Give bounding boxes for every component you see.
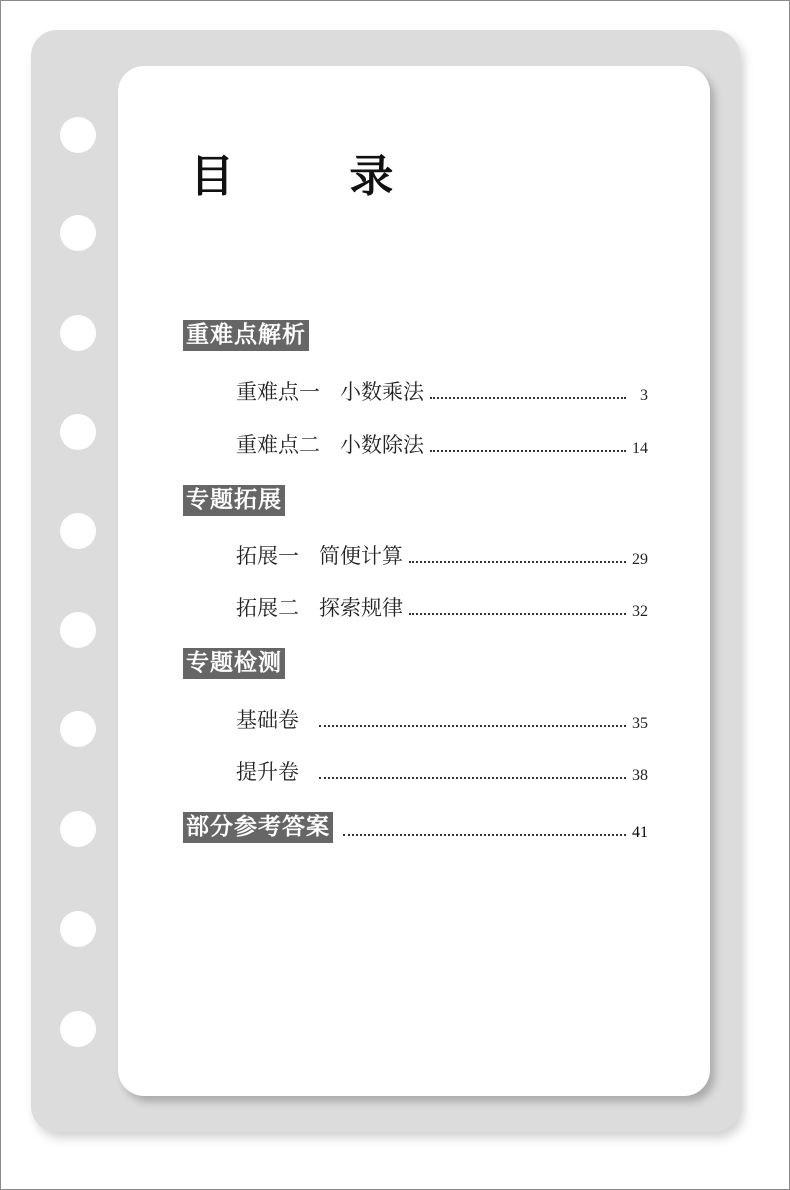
toc-entry[interactable] (236, 376, 648, 406)
toc-page-number: 35 (632, 715, 648, 732)
toc-entry[interactable] (183, 812, 648, 843)
section-heading: 重难点解析 (183, 320, 309, 351)
toc-page-number: 29 (632, 551, 648, 568)
toc-page-number: 38 (632, 767, 648, 784)
section-heading: 专题检测 (183, 648, 285, 679)
binder-hole (60, 811, 96, 847)
toc-entry-label: 重难点二 小数除法 (236, 433, 425, 457)
toc-entry[interactable] (236, 756, 648, 786)
dot-leader (343, 834, 626, 836)
toc-entry[interactable] (236, 592, 648, 622)
section-heading: 专题拓展 (183, 485, 285, 516)
toc-entry-label: 重难点一 小数乘法 (236, 380, 425, 404)
toc-entry-label: 基础卷 (236, 708, 299, 732)
binder-hole (60, 513, 96, 549)
binder-hole (60, 414, 96, 450)
toc-entry-label: 拓展一 简便计算 (236, 544, 404, 568)
binder-hole (60, 612, 96, 648)
page-title: 目 录 (190, 151, 444, 202)
dot-leader (430, 397, 626, 399)
dot-leader (430, 450, 626, 452)
toc-entry-label: 提升卷 (236, 760, 299, 784)
binder-hole (60, 1011, 96, 1047)
binder-hole (60, 315, 96, 351)
toc-entry-label: 拓展二 探索规律 (236, 596, 404, 620)
toc-page-number: 3 (640, 387, 648, 404)
dot-leader (319, 725, 626, 727)
toc-entry[interactable] (236, 429, 648, 459)
binder-hole (60, 215, 96, 251)
contents-page (118, 66, 710, 1096)
binder-hole (60, 117, 96, 153)
dot-leader (319, 777, 626, 779)
toc-page-number: 32 (632, 603, 648, 620)
dot-leader (409, 561, 626, 563)
binder-hole (60, 911, 96, 947)
toc-entry[interactable] (236, 704, 648, 734)
binder-hole (60, 711, 96, 747)
section-heading: 部分参考答案 (183, 812, 333, 843)
toc-page-number: 14 (632, 440, 648, 457)
toc-entry[interactable] (236, 540, 648, 570)
dot-leader (409, 613, 626, 615)
toc-page-number: 41 (632, 824, 648, 841)
